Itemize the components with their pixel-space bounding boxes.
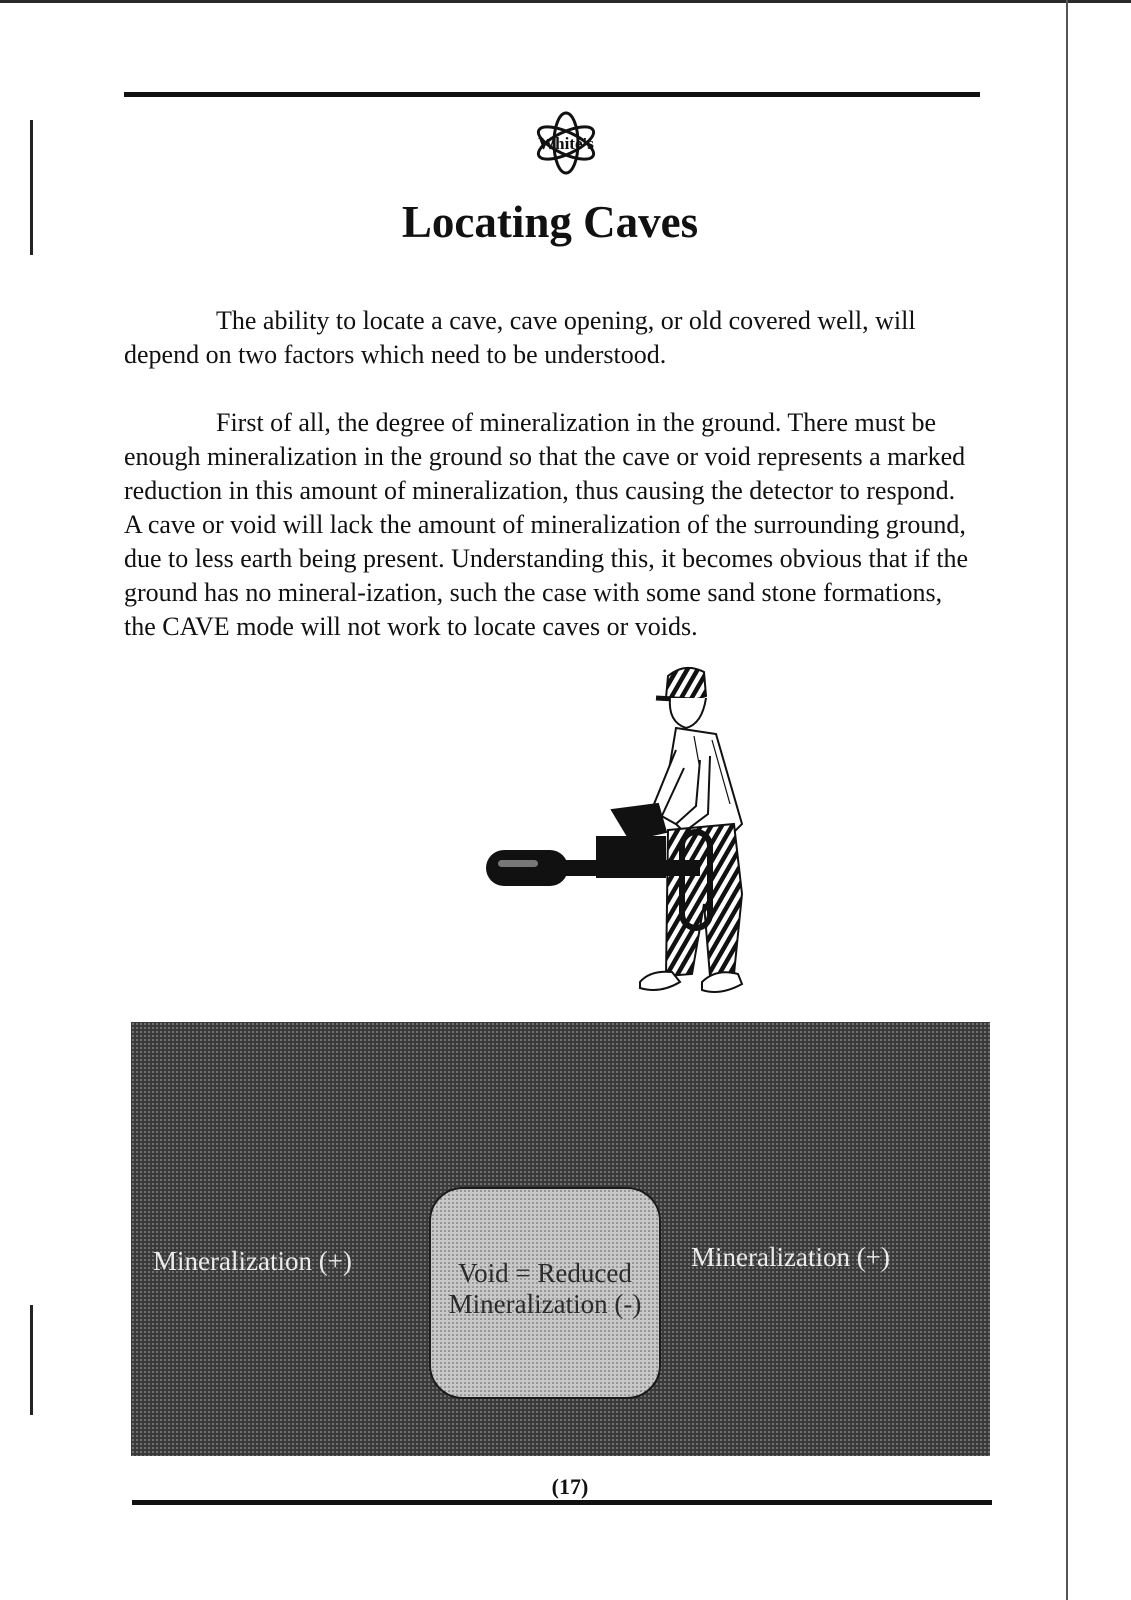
footer-rule — [132, 1500, 992, 1505]
void-label-line1: Void = Reduced — [458, 1258, 632, 1288]
man-with-detector-illustration — [480, 664, 770, 1034]
whites-logo — [518, 108, 614, 178]
mineralization-label-left: Mineralization (+) — [153, 1246, 352, 1276]
paragraph-mineralization — [124, 406, 974, 644]
mineralization-label-right: Mineralization (+) — [691, 1242, 890, 1272]
page-number: (17) — [551, 1474, 589, 1499]
void-label-line2: Mineralization (-) — [448, 1289, 642, 1319]
logo-text: White's — [538, 134, 594, 153]
paragraph-intro — [124, 304, 974, 372]
void-label — [429, 1258, 661, 1320]
scan-top-edge — [0, 0, 1131, 3]
paragraph-mineralization-text: First of all, the degree of mineralization in the ground. There must be enough mineralization in the ground so that the cave or void represents a marked reduction in this amount of mineralization, thus causing the detector to respond. A cave or void will lack the amount of mineralization of the surrounding ground, due to less earth being present. Understanding this, it becomes obvious that if the ground has no mineral-ization, such the case with some sand stone formations, the CAVE mode will not work to locate caves or voids. — [124, 408, 969, 641]
scan-margin-mark — [30, 1305, 33, 1415]
paragraph-intro-text: The ability to locate a cave, cave opening, or old covered well, will depend on two factors which need to be understood. — [124, 306, 916, 369]
page-title: Locating Caves — [401, 197, 699, 247]
header-rule — [124, 92, 980, 97]
